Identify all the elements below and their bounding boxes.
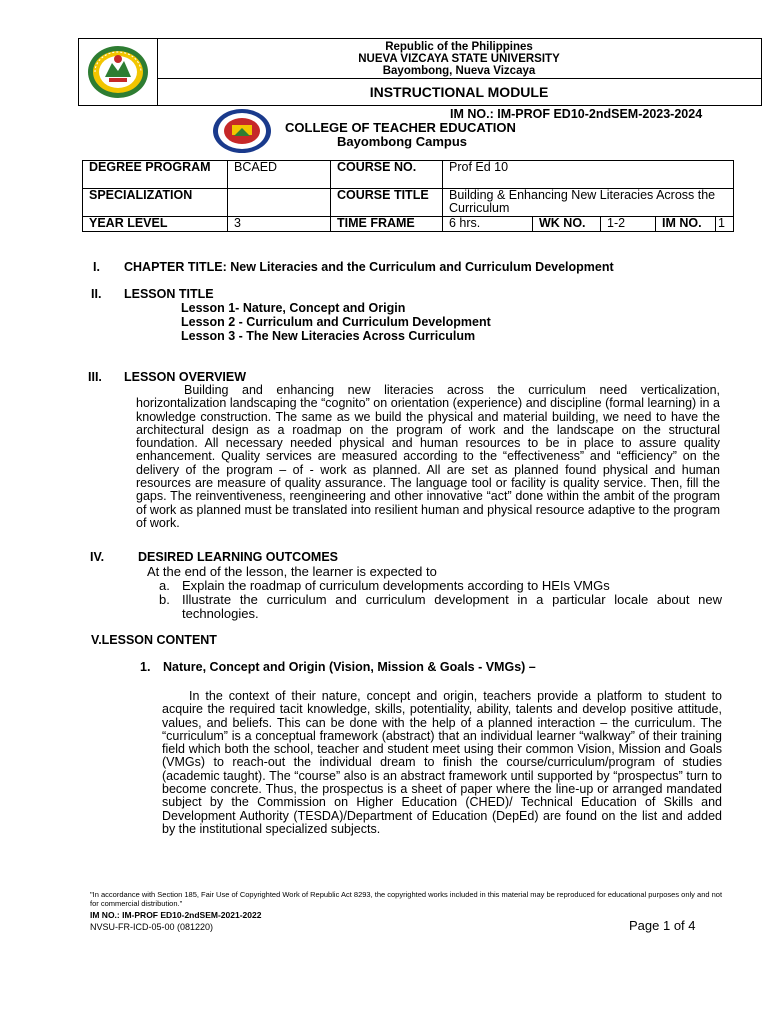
degree-program-value: BCAED — [228, 161, 331, 189]
page-number: Page 1 of 4 — [629, 918, 696, 933]
item-1-number: 1. — [140, 660, 151, 674]
lesson-3: Lesson 3 - The New Literacies Across Curriculum — [181, 329, 476, 343]
im-number: IM NO.: IM-PROF ED10-2ndSEM-2023-2024 — [450, 107, 703, 121]
outcomes-intro: At the end of the lesson, the learner is expected to — [147, 564, 437, 579]
degree-program-label: DEGREE PROGRAM — [83, 161, 228, 189]
college-seal-icon — [212, 108, 272, 154]
lesson-1: Lesson 1- Nature, Concept and Origin — [181, 301, 406, 315]
university-location: Bayombong, Nueva Vizcaya — [382, 65, 536, 77]
year-level-label: YEAR LEVEL — [83, 217, 228, 232]
lesson-content-text: In the context of their nature, concept and origin, teachers provide a platform to student to acquire the required tacit knowledge, skills, potentiality, ability, talents and develop positive attitude, values, and beliefs. This can be done with the help of a planned interaction – the curriculum. The “curriculum” is a conceptual framework (abstract) that an individual learner “walkway” of their training field which both the school, teacher and student meet using their common Vision, Mission and Goals (VMGs) to reach-out the individual dream to finish the course/curriculum/program of studies (academic taught). The “course” also is an abstract framework until supported by “prospectus” turn to become concrete. Thus, the prospectus is a sheet of paper where the line-up or arranged mandated subject by the Commission on Higher Education (CHED)/ Technical Education of Skills and Development Authority (TESDA)/Department of Education (DepEd) are found on the list and added by the institutional specialized subjects. — [162, 689, 722, 836]
time-frame-label: TIME FRAME — [331, 217, 443, 232]
course-info-table — [82, 160, 734, 232]
university-name: NUEVA VIZCAYA STATE UNIVERSITY — [358, 53, 560, 65]
week-no-label: WK NO. — [533, 217, 601, 232]
specialization-label: SPECIALIZATION — [83, 189, 228, 217]
year-level-value: 3 — [228, 217, 331, 232]
republic-text: Republic of the Philippines — [385, 41, 533, 53]
copyright-notice: "In accordance with Section 185, Fair Use of Copyrighted Work of Republic Act 8293, the copyrighted works included in this material may be reproduced for educational purposes only and not for commercial distribution." — [90, 890, 723, 908]
header-title-block — [157, 39, 761, 79]
im-no-value: 1 — [716, 217, 734, 232]
course-no-value: Prof Ed 10 — [443, 161, 734, 189]
course-no-label: COURSE NO. — [331, 161, 443, 189]
week-no-value: 1-2 — [601, 217, 656, 232]
footer-im-number: IM NO.: IM-PROF ED10-2ndSEM-2021-2022 — [90, 910, 262, 920]
learning-outcomes-heading: DESIRED LEARNING OUTCOMES — [138, 550, 339, 564]
course-title-label: COURSE TITLE — [331, 189, 443, 217]
section-3-number: III. — [88, 370, 102, 384]
form-number: NVSU-FR-ICD-05-00 (081220) — [90, 922, 214, 932]
lesson-title-heading: LESSON TITLE — [124, 287, 214, 301]
module-type-title: INSTRUCTIONAL MODULE — [369, 83, 549, 100]
lesson-overview-heading: LESSON OVERVIEW — [124, 370, 247, 384]
section-1-number: I. — [93, 260, 100, 274]
header-box — [78, 38, 762, 106]
outcome-a-marker: a. — [159, 578, 170, 593]
university-seal-icon — [87, 45, 149, 99]
lesson-2: Lesson 2 - Curriculum and Curriculum Development — [181, 315, 491, 329]
course-title-value: Building & Enhancing New Literacies Across the Curriculum — [443, 189, 734, 217]
im-no-label: IM NO. — [656, 217, 716, 232]
section-4-number: IV. — [90, 550, 105, 564]
item-1-title: Nature, Concept and Origin (Vision, Mission & Goals - VMGs) – — [163, 660, 536, 674]
time-frame-value: 6 hrs. — [443, 217, 533, 232]
outcome-a: Explain the roadmap of curriculum developments according to HEIs VMGs — [182, 578, 610, 593]
college-name: COLLEGE OF TEACHER EDUCATION — [285, 120, 516, 135]
outcome-b-marker: b. — [159, 592, 170, 607]
section-2-number: II. — [91, 287, 102, 301]
lesson-overview-text: Building and enhancing new literacies across the curriculum need verticalization, horizontalization landscaping the “cognito” on orientation (experience) and discipline (formal learning) in a knowledge construction. The same as we build the physical and material building, we need to have the architectural design as a roadmap on the program of work and the landscape on the structural foundation. All necessary needed physical and human resources to be in place to assure quality enhancement. Quality services are measured according to the “effectiveness” and “efficiency” on the delivery of the program – of - work as planned. All are set as planned found physical and human resources are measure of quality assurance. The language tool or facility is quality service. Then, fill the gaps. The reinventiveness, reengineering and other innovative “act” done within the ambit of the program of work as planned must be translated into resilient human and physical resource adaptive to the program of work. — [136, 383, 720, 530]
university-logo-cell — [79, 39, 158, 105]
campus-name: Bayombong Campus — [337, 134, 468, 149]
chapter-title: CHAPTER TITLE: New Literacies and the Curriculum and Curriculum Development — [124, 260, 614, 274]
specialization-value — [228, 189, 331, 217]
outcome-b: Illustrate the curriculum and curriculum development in a particular locale about new technologies. — [182, 592, 722, 621]
lesson-content-heading: V.LESSON CONTENT — [91, 633, 217, 647]
